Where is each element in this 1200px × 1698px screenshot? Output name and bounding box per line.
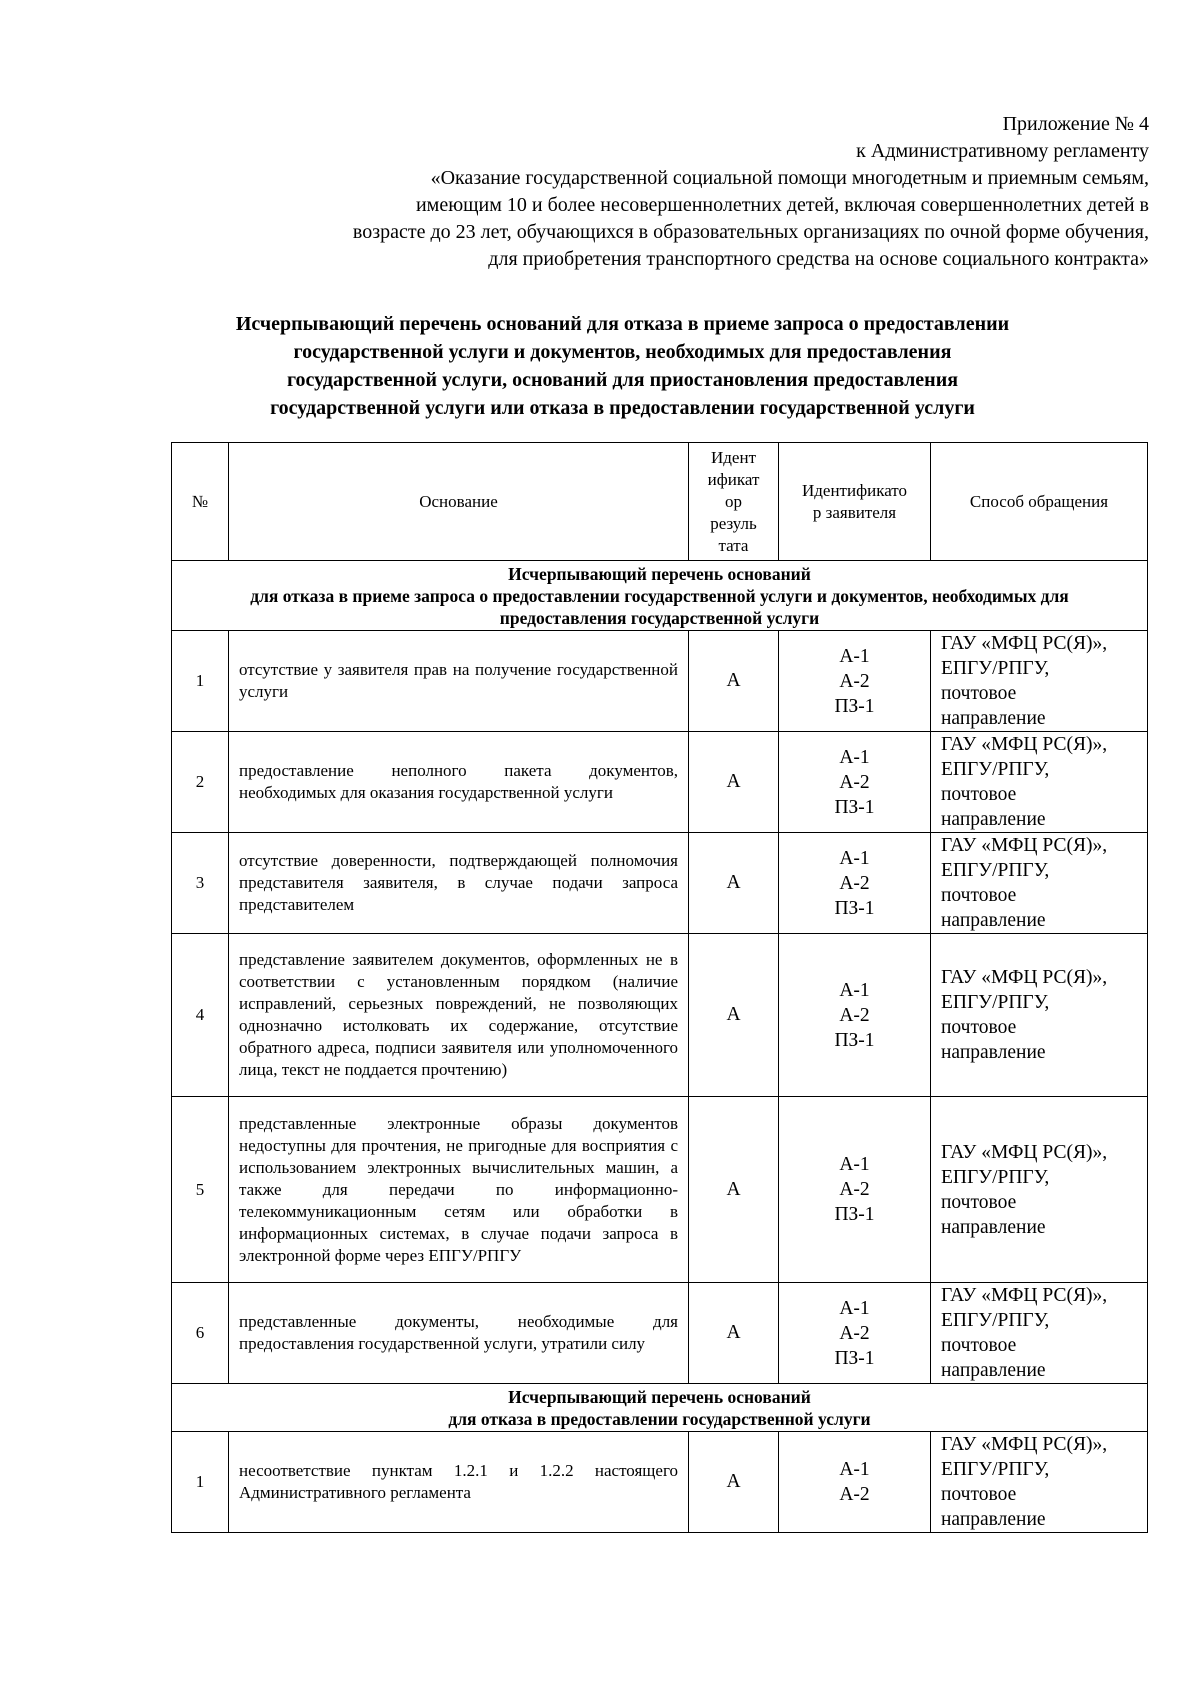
section-header-row xyxy=(172,1384,1148,1432)
applicant-id: А-1 xyxy=(839,979,870,1001)
header-result-id xyxy=(689,443,779,561)
row-basis xyxy=(229,833,689,934)
way-line: почтовое xyxy=(941,885,1017,906)
way-line: направление xyxy=(941,1360,1046,1381)
way-line: направление xyxy=(941,809,1046,830)
row-result-id: А xyxy=(689,934,779,1097)
row-result-id: А xyxy=(689,833,779,934)
section-title xyxy=(172,1384,1148,1432)
row-way xyxy=(931,1432,1148,1533)
applicant-id: А-1 xyxy=(839,1297,870,1319)
row-number: 6 xyxy=(172,1283,229,1384)
row-basis xyxy=(229,934,689,1097)
row-basis xyxy=(229,1097,689,1283)
applicant-id: А-2 xyxy=(839,872,870,894)
way-line: почтовое xyxy=(941,1484,1017,1505)
row-applicant-ids xyxy=(779,934,931,1097)
table-row xyxy=(172,1283,1148,1384)
row-number: 4 xyxy=(172,934,229,1097)
row-basis-text: несоответствие пунктам 1.2.1 и 1.2.2 настоящего Административного регламента xyxy=(239,1461,678,1502)
row-basis-text: представленные электронные образы документов недоступны для прочтения, не пригодные для восприятия с использованием электронных вычислительных машин, а также для передачи по информационно-телекоммуникационным сетям или обработки в информационных системах, в случае подачи запроса в электронной форме через ЕПГУ/РПГУ xyxy=(239,1113,678,1265)
applicant-id: А-1 xyxy=(839,645,870,667)
applicant-id: А-2 xyxy=(839,1322,870,1344)
table-row xyxy=(172,934,1148,1097)
header-result-id-line: Идент xyxy=(711,447,756,467)
header-result-id-line: ификат xyxy=(707,469,760,489)
header-applicant-id xyxy=(779,443,931,561)
applicant-id: ПЗ-1 xyxy=(834,1347,875,1369)
way-line: направление xyxy=(941,1509,1046,1530)
document-title-line: государственной услуги или отказа в предоставлении государственной услуги xyxy=(270,397,975,419)
row-way xyxy=(931,631,1148,732)
row-applicant-ids xyxy=(779,631,931,732)
way-line: ЕПГУ/РПГУ, xyxy=(941,1310,1050,1331)
row-result-id: А xyxy=(689,1432,779,1533)
row-basis-text: представление заявителем документов, оформленных не в соответствии с установленным порядком (наличие исправлений, серьезных повреждений, не позволяющих однозначно истолковать их содержание, отсутствие обратного адреса, подписи заявителя или уполномоченного лица, текст не поддается прочтению) xyxy=(239,950,678,1079)
document-title-line: государственной услуги, оснований для приостановления предоставления xyxy=(286,369,959,391)
row-way xyxy=(931,732,1148,833)
applicant-id: ПЗ-1 xyxy=(834,796,875,818)
row-basis-text: предоставление неполного пакета документов, необходимых для оказания государственной услуги xyxy=(239,761,678,802)
header-applicant-id-line: р заявителя xyxy=(812,502,897,522)
way-line: направление xyxy=(941,1216,1046,1238)
section-title-line: для отказа в приеме запроса о предоставлении государственной услуги и документов, необходимых для xyxy=(250,585,1069,606)
way-line: ГАУ «МФЦ РС(Я)», xyxy=(941,1285,1108,1306)
row-way xyxy=(931,833,1148,934)
appendix-header-line: для приобретения транспортного средства на основе социального контракта» xyxy=(488,248,1149,270)
applicant-id: А-2 xyxy=(839,1004,870,1026)
way-line: ГАУ «МФЦ РС(Я)», xyxy=(941,1434,1108,1455)
way-line: направление xyxy=(941,708,1046,729)
applicant-id: А-1 xyxy=(839,746,870,768)
appendix-header-line: возрасте до 23 лет, обучающихся в образовательных организациях по очной форме обучения, xyxy=(352,221,1149,243)
way-line: ЕПГУ/РПГУ, xyxy=(941,992,1050,1013)
section-title-line: Исчерпывающий перечень оснований xyxy=(508,1386,811,1407)
row-result-id: А xyxy=(689,631,779,732)
grounds-table xyxy=(171,442,1148,1533)
section-header-row xyxy=(172,561,1148,631)
table-row xyxy=(172,1432,1148,1533)
applicant-id: А-1 xyxy=(839,1154,870,1175)
way-line: почтовое xyxy=(941,1191,1017,1213)
section-title-line: предоставления государственной услуги xyxy=(499,607,820,628)
row-basis-text: отсутствие у заявителя прав на получение государственной услуги xyxy=(239,660,678,701)
applicant-id: ПЗ-1 xyxy=(834,897,875,919)
applicant-id: А-2 xyxy=(839,670,870,692)
header-result-id-line: ор xyxy=(725,491,742,511)
way-line: почтовое xyxy=(941,784,1017,805)
header-result-id-line: резуль xyxy=(710,513,757,533)
header-basis: Основание xyxy=(229,443,689,561)
header-num: № xyxy=(172,443,229,561)
way-line: ЕПГУ/РПГУ, xyxy=(941,1166,1050,1188)
row-applicant-ids xyxy=(779,833,931,934)
row-result-id: А xyxy=(689,1283,779,1384)
applicant-id: ПЗ-1 xyxy=(834,1204,875,1225)
header-way: Способ обращения xyxy=(931,443,1148,561)
row-number: 5 xyxy=(172,1097,229,1283)
table-row xyxy=(172,1097,1148,1283)
row-way xyxy=(931,1283,1148,1384)
way-line: ГАУ «МФЦ РС(Я)», xyxy=(941,835,1108,856)
appendix-header-line: имеющим 10 и более несовершеннолетних детей, включая совершеннолетних детей в xyxy=(415,194,1149,216)
applicant-id: А-2 xyxy=(839,771,870,793)
row-basis xyxy=(229,1432,689,1533)
table-row xyxy=(172,631,1148,732)
appendix-header xyxy=(149,111,1149,273)
way-line: направление xyxy=(941,1042,1046,1063)
header-result-id-line: тата xyxy=(718,535,749,555)
header-applicant-id-line: Идентификато xyxy=(801,480,908,500)
row-basis xyxy=(229,732,689,833)
applicant-id: А-2 xyxy=(839,1484,870,1505)
row-applicant-ids xyxy=(779,1432,931,1533)
way-line: ГАУ «МФЦ РС(Я)», xyxy=(941,633,1108,654)
way-line: почтовое xyxy=(941,683,1017,704)
row-number: 1 xyxy=(172,1432,229,1533)
way-line: ГАУ «МФЦ РС(Я)», xyxy=(941,734,1108,755)
row-applicant-ids xyxy=(779,732,931,833)
row-applicant-ids xyxy=(779,1097,931,1283)
row-basis xyxy=(229,1283,689,1384)
row-number: 3 xyxy=(172,833,229,934)
row-way xyxy=(931,1097,1148,1283)
row-result-id: А xyxy=(689,732,779,833)
document-title-line: государственной услуги и документов, необходимых для предоставления xyxy=(293,341,952,363)
applicant-id: А-1 xyxy=(839,1459,870,1480)
way-line: почтовое xyxy=(941,1335,1017,1356)
document-title-line: Исчерпывающий перечень оснований для отказа в приеме запроса о предоставлении xyxy=(235,313,1010,335)
row-number: 2 xyxy=(172,732,229,833)
way-line: ГАУ «МФЦ РС(Я)», xyxy=(941,967,1108,988)
row-basis-text: отсутствие доверенности, подтверждающей полномочия представителя заявителя, в случае подачи запроса представителем xyxy=(239,851,678,914)
section-title-line: Исчерпывающий перечень оснований xyxy=(508,563,811,584)
way-line: ГАУ «МФЦ РС(Я)», xyxy=(941,1141,1108,1163)
row-result-id: А xyxy=(689,1097,779,1283)
row-number: 1 xyxy=(172,631,229,732)
table-row xyxy=(172,732,1148,833)
row-applicant-ids xyxy=(779,1283,931,1384)
appendix-header-line: Приложение № 4 xyxy=(1002,113,1149,135)
way-line: ЕПГУ/РПГУ, xyxy=(941,860,1050,881)
table-row xyxy=(172,833,1148,934)
table-header-row xyxy=(172,443,1148,561)
way-line: направление xyxy=(941,910,1046,931)
row-basis-text: представленные документы, необходимые для предоставления государственной услуги, утратили силу xyxy=(239,1312,678,1353)
section-title xyxy=(172,561,1148,631)
applicant-id: А-2 xyxy=(839,1179,870,1200)
appendix-header-line: к Административному регламенту xyxy=(856,140,1149,162)
section-title-line: для отказа в предоставлении государственной услуги xyxy=(448,1408,871,1429)
applicant-id: ПЗ-1 xyxy=(834,695,875,717)
applicant-id: А-1 xyxy=(839,847,870,869)
applicant-id: ПЗ-1 xyxy=(834,1029,875,1051)
way-line: почтовое xyxy=(941,1017,1017,1038)
way-line: ЕПГУ/РПГУ, xyxy=(941,1459,1050,1480)
row-way xyxy=(931,934,1148,1097)
row-basis xyxy=(229,631,689,732)
appendix-header-line: «Оказание государственной социальной помощи многодетным и приемным семьям, xyxy=(430,167,1149,189)
document-title xyxy=(150,310,1095,422)
way-line: ЕПГУ/РПГУ, xyxy=(941,658,1050,679)
way-line: ЕПГУ/РПГУ, xyxy=(941,759,1050,780)
